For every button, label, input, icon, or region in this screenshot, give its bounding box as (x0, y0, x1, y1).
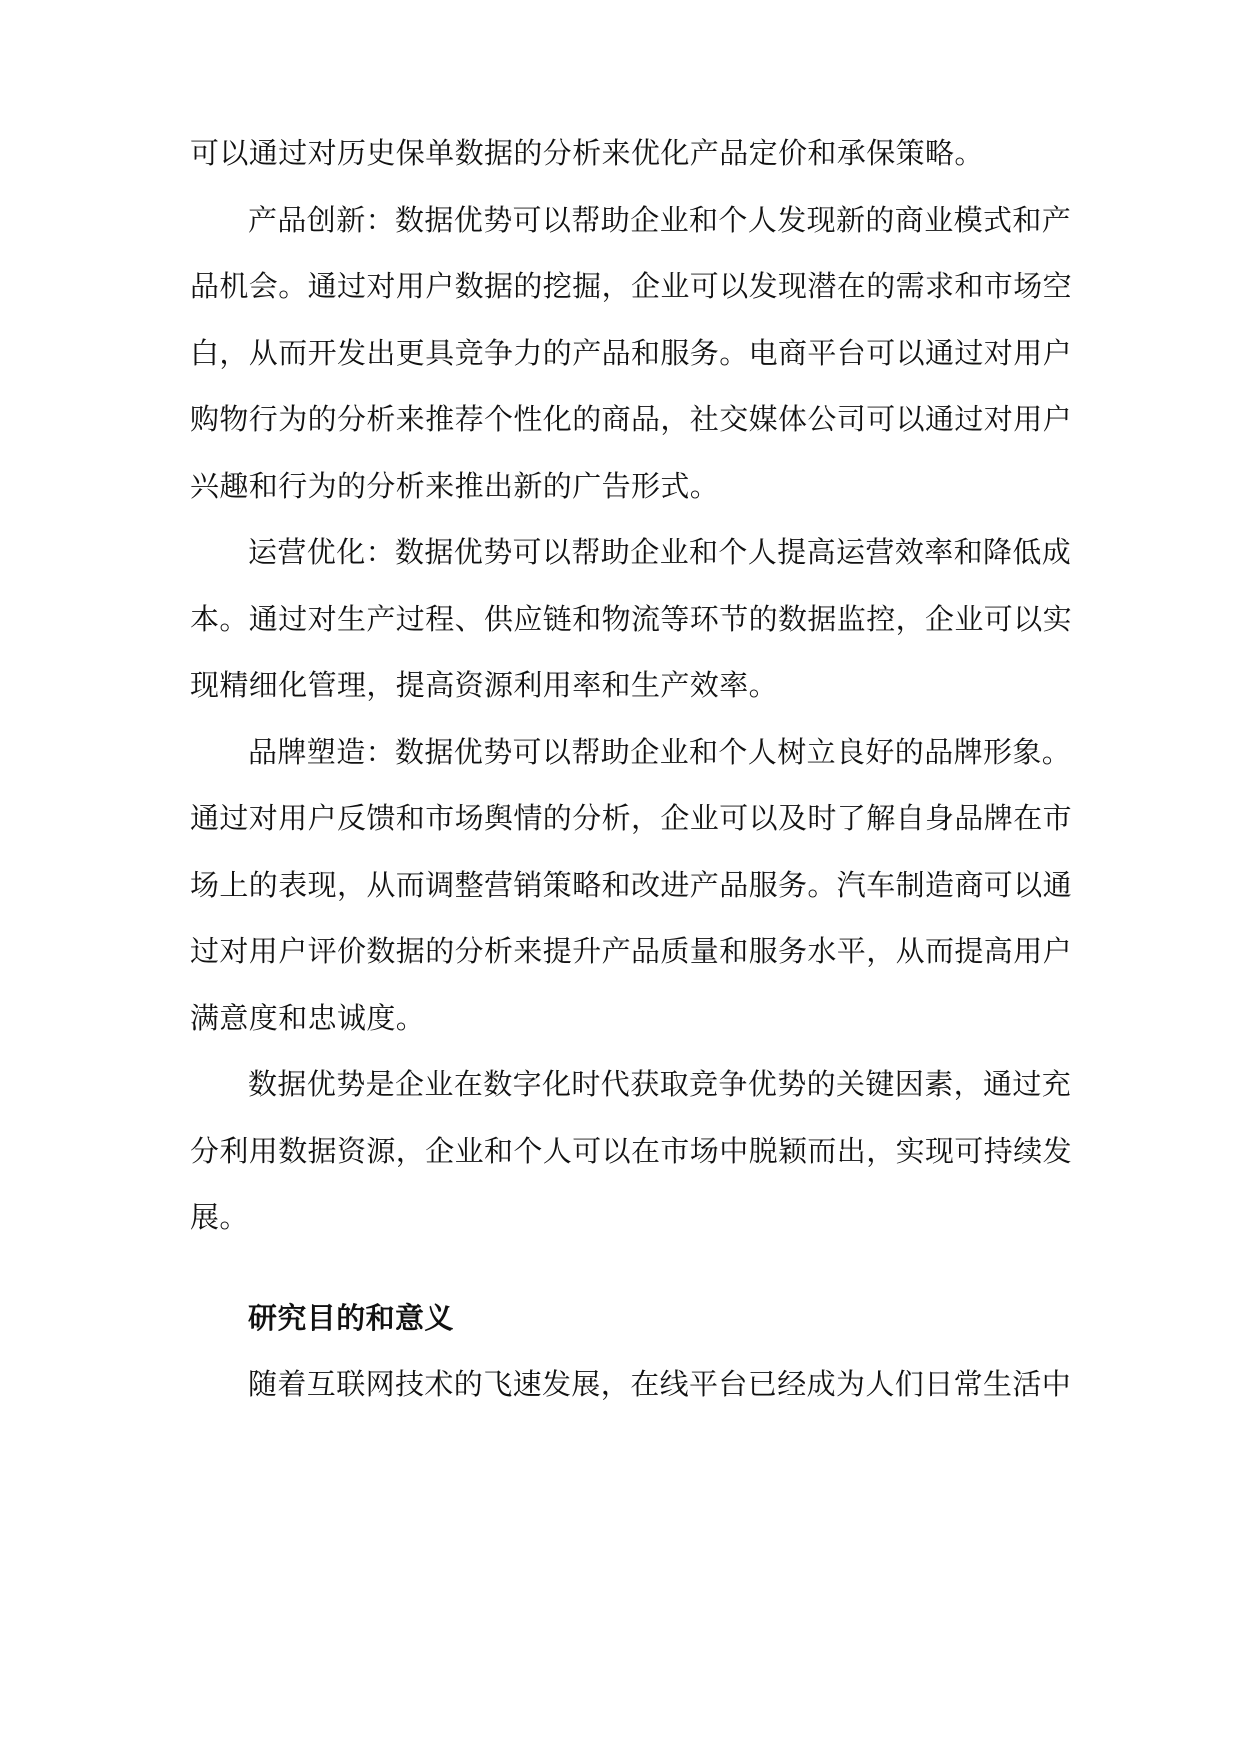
paragraph-line: 购物行为的分析来推荐个性化的商品，社交媒体公司可以通过对用户 (190, 402, 1073, 436)
paragraph-line: 本。通过对生产过程、供应链和物流等环节的数据监控，企业可以实 (190, 602, 1073, 636)
paragraph-line: 展。 (190, 1200, 249, 1234)
paragraph-line: 分利用数据资源，企业和个人可以在市场中脱颖而出，实现可持续发 (190, 1134, 1073, 1168)
paragraph-line: 数据优势是企业在数字化时代获取竞争优势的关键因素，通过充 (248, 1067, 1072, 1101)
paragraph-line: 品牌塑造：数据优势可以帮助企业和个人树立良好的品牌形象。 (248, 735, 1072, 769)
paragraph-line: 产品创新：数据优势可以帮助企业和个人发现新的商业模式和产 (248, 203, 1072, 237)
paragraph-line: 运营优化：数据优势可以帮助企业和个人提高运营效率和降低成 (248, 535, 1072, 569)
paragraph-line: 过对用户评价数据的分析来提升产品质量和服务水平，从而提高用户 (190, 934, 1073, 968)
paragraph-line: 场上的表现，从而调整营销策略和改进产品服务。汽车制造商可以通 (190, 868, 1073, 902)
paragraph-line: 品机会。通过对用户数据的挖掘，企业可以发现潜在的需求和市场空 (190, 269, 1073, 303)
paragraph-line: 兴趣和行为的分析来推出新的广告形式。 (190, 469, 720, 503)
paragraph-line: 随着互联网技术的飞速发展，在线平台已经成为人们日常生活中 (248, 1367, 1072, 1401)
section-heading: 研究目的和意义 (248, 1301, 454, 1335)
paragraph-line: 现精细化管理，提高资源利用率和生产效率。 (190, 668, 779, 702)
paragraph-line: 满意度和忠诚度。 (190, 1001, 426, 1035)
paragraph-line: 白，从而开发出更具竞争力的产品和服务。电商平台可以通过对用户 (190, 336, 1073, 370)
paragraph-line: 通过对用户反馈和市场舆情的分析，企业可以及时了解自身品牌在市 (190, 801, 1073, 835)
paragraph-line: 可以通过对历史保单数据的分析来优化产品定价和承保策略。 (190, 136, 984, 170)
